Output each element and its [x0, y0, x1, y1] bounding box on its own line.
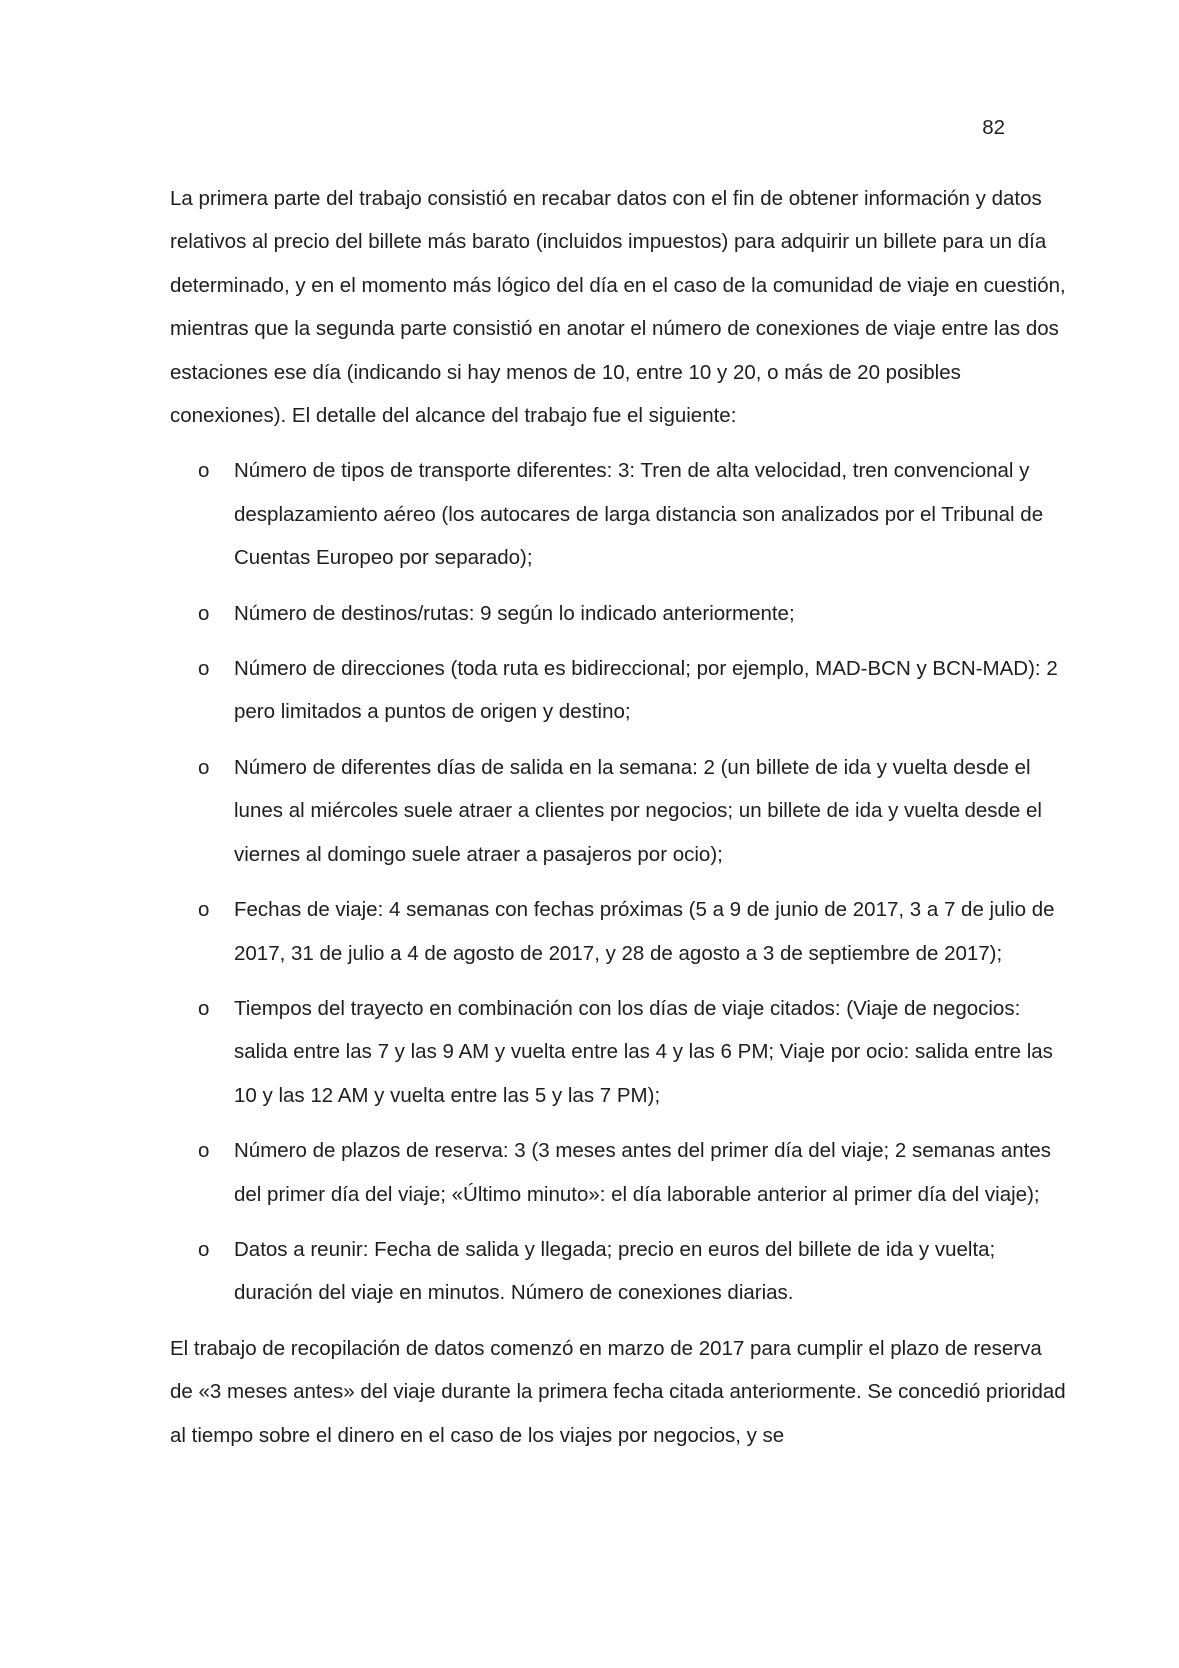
list-item: [170, 987, 1070, 1117]
list-item-text: Número de diferentes días de salida en la semana: 2 (un billete de ida y vuelta desde el lunes al miércoles suele atraer a clientes por negocios; un billete de ida y vuelta desde el viernes al domingo suele atraer a pasajeros por ocio);: [234, 755, 1042, 866]
list-item-text: Número de plazos de reserva: 3 (3 meses antes del primer día del viaje; 2 semanas antes del primer día del viaje; «Último minuto»: el día laborable anterior al primer día del viaje);: [234, 1139, 1051, 1206]
bullet-marker: o: [198, 601, 210, 625]
list-item-text: Datos a reunir: Fecha de salida y llegada; precio en euros del billete de ida y vuelta; duración del viaje en minutos. Número de conexiones diarias.: [234, 1237, 996, 1305]
closing-paragraph: El trabajo de recopilación de datos comenzó en marzo de 2017 para cumplir el plazo de reserva de «3 meses antes» del viaje durante la primera fecha citada anteriormente. Se concedió prioridad al tiempo sobre el dinero en el caso de los viajes por negocios, y se: [170, 1336, 1066, 1447]
page-body: [170, 177, 1070, 1457]
bullet-marker: o: [198, 459, 210, 483]
intro-paragraph: La primera parte del trabajo consistió en recabar datos con el fin de obtener información y datos relativos al precio del billete más barato (incluidos impuestos) para adquirir un billete para un día determinado, y en el momento más lógico del día en el caso de la comunidad de viaje en cuestión, mientras que la segunda parte consistió en anotar el número de conexiones de viaje entre las dos estaciones ese día (indicando si hay menos de 10, entre 10 y 20, o más de 20 posibles conexiones). El detalle del alcance del trabajo fue el siguiente:: [170, 187, 1066, 428]
bullet-marker: o: [198, 898, 210, 922]
list-item: [170, 1129, 1070, 1216]
bullet-marker: o: [198, 1139, 210, 1163]
bullet-marker: o: [198, 755, 210, 779]
list-item: [170, 592, 1070, 635]
list-item: [170, 746, 1070, 876]
list-item: [170, 449, 1070, 579]
list-item-text: Número de tipos de transporte diferentes: 3: Tren de alta velocidad, tren convencional y desplazamiento aéreo (los autocares de larga distancia son analizados por el Tribunal de Cuentas Europeo por separado);: [234, 459, 1044, 570]
page-number: 82: [982, 116, 1005, 139]
bullet-marker: o: [198, 657, 210, 681]
bullet-marker: o: [198, 996, 210, 1020]
list-item: [170, 1228, 1070, 1315]
scope-list: [170, 449, 1070, 1314]
list-item-text: Número de direcciones (toda ruta es bidireccional; por ejemplo, MAD-BCN y BCN-MAD): 2 pero limitados a puntos de origen y destino;: [234, 657, 1058, 724]
list-item: [170, 647, 1070, 734]
bullet-marker: o: [198, 1237, 210, 1261]
list-item: [170, 888, 1070, 975]
list-item-text: Número de destinos/rutas: 9 según lo indicado anteriormente;: [234, 601, 795, 625]
list-item-text: Tiempos del trayecto en combinación con los días de viaje citados: (Viaje de negocios: salida entre las 7 y las 9 AM y vuelta entre las 4 y las 6 PM; Viaje por ocio: salida entre las 10 y las 12 AM y vuelta entre las 5 y las 7 PM);: [234, 996, 1053, 1107]
list-item-text: Fechas de viaje: 4 semanas con fechas próximas (5 a 9 de junio de 2017, 3 a 7 de julio de 2017, 31 de julio a 4 de agosto de 2017, y 28 de agosto a 3 de septiembre de 2017);: [234, 898, 1055, 965]
